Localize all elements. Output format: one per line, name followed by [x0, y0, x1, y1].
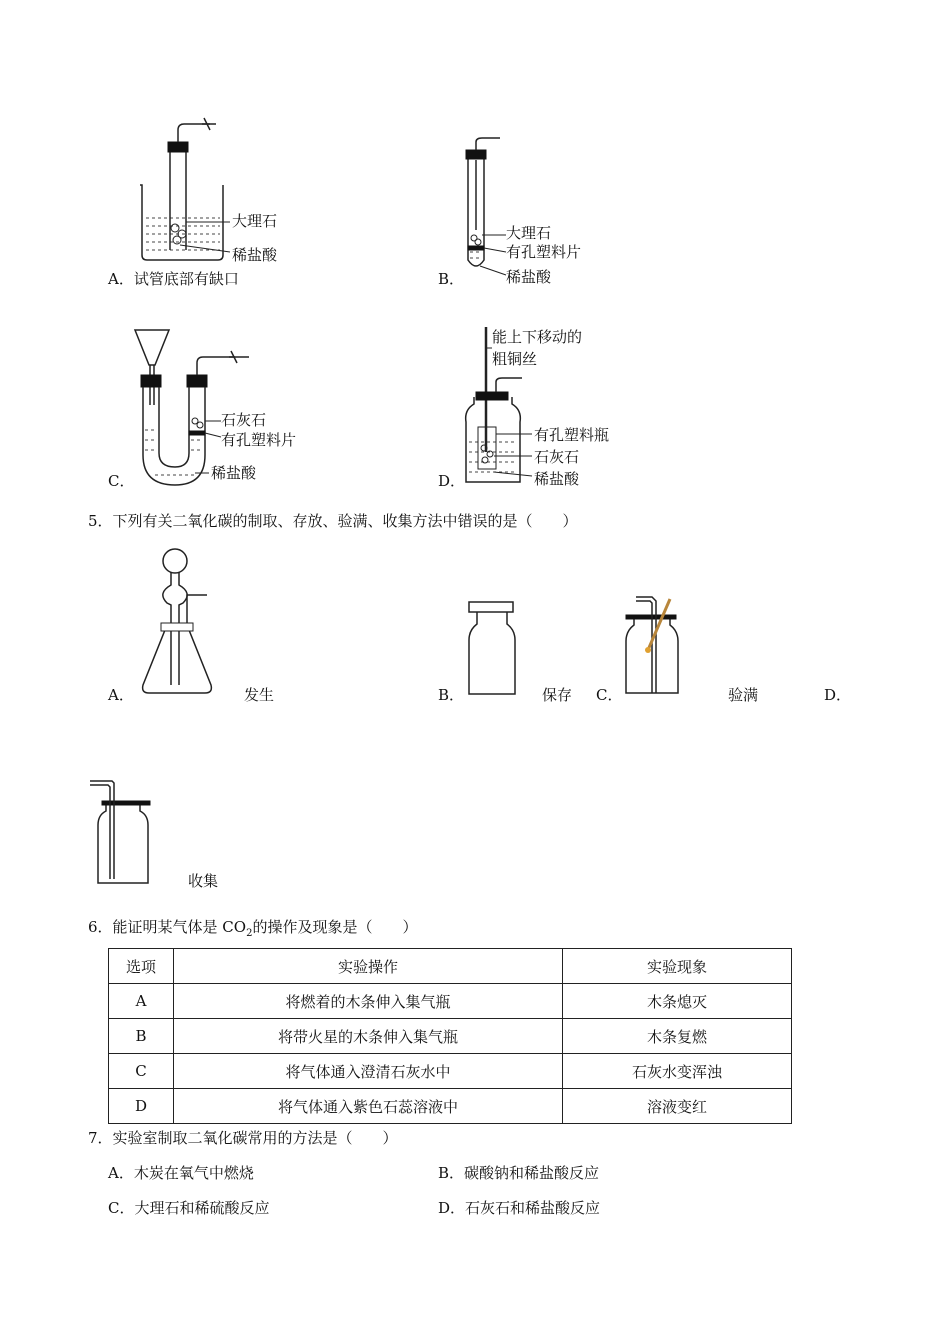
q6-stem-after: 的操作及现象是（ ） [252, 918, 418, 936]
q4-d-label-wire2: 粗铜丝 [492, 350, 538, 368]
q5-c-label: 验满 [728, 686, 759, 704]
q6-stem-before: 6．能证明某气体是 CO [88, 918, 247, 936]
q4-c-label-limestone: 石灰石 [221, 411, 267, 429]
q7-b-letter: B． [438, 1164, 465, 1182]
table-row[interactable] [109, 984, 792, 1019]
q5-d-label: 收集 [188, 872, 219, 890]
q4-d-label-acid: 稀盐酸 [534, 470, 580, 488]
q5-d-bottle-diagram [88, 775, 158, 890]
q7-b-text: 碳酸钠和稀盐酸反应 [464, 1164, 600, 1182]
q6-table [108, 948, 792, 1124]
q5-a-letter: A． [108, 686, 134, 704]
q4-a-label-marble: 大理石 [232, 212, 278, 230]
q4-a-caption: 试管底部有缺口 [133, 270, 239, 288]
q6-cell-option: A [109, 984, 174, 1019]
q6-table-header-row [109, 949, 792, 984]
q5-a-label: 发生 [244, 686, 275, 704]
q7-option-c[interactable] [108, 1197, 270, 1218]
q4-option-d-diagram [460, 322, 640, 492]
q4-option-c[interactable] [108, 470, 134, 491]
q5-c-bottle-diagram [620, 595, 700, 700]
q4-d-label-wire1: 能上下移动的 [492, 328, 583, 346]
q6-cell-phenomenon: 木条复燃 [563, 1019, 792, 1054]
q6-stem-sub: 2 [246, 928, 253, 939]
q4-option-b-diagram [460, 130, 630, 290]
q5-c-letter: C． [596, 686, 623, 704]
q4-d-label-bottle: 有孔塑料瓶 [534, 426, 610, 444]
q7-option-a[interactable] [108, 1162, 254, 1183]
q7-option-b[interactable] [438, 1162, 599, 1183]
q5-b-label: 保存 [542, 686, 573, 704]
q4-b-label-plate: 有孔塑料片 [506, 243, 582, 261]
q4-d-letter: D． [438, 472, 466, 490]
table-row[interactable] [109, 1019, 792, 1054]
q6-cell-operation: 将气体通入紫色石蕊溶液中 [174, 1089, 563, 1124]
q6-cell-operation: 将气体通入澄清石灰水中 [174, 1054, 563, 1089]
table-row[interactable] [109, 1054, 792, 1089]
q6-cell-phenomenon: 石灰水变浑浊 [563, 1054, 792, 1089]
q5-option-d[interactable] [824, 684, 851, 705]
q4-d-label-limestone: 石灰石 [534, 448, 580, 466]
q4-a-label-acid: 稀盐酸 [232, 246, 278, 264]
q6-cell-phenomenon: 溶液变红 [563, 1089, 792, 1124]
q7-a-text: 木炭在氧气中燃烧 [133, 1164, 254, 1182]
q6-header-phenomenon: 实验现象 [563, 949, 792, 984]
q6-header-option: 选项 [109, 949, 174, 984]
q7-d-text: 石灰石和稀盐酸反应 [465, 1199, 601, 1217]
q7-c-text: 大理石和稀硫酸反应 [134, 1199, 270, 1217]
q4-option-a-diagram [130, 110, 300, 270]
q4-option-a[interactable] [108, 268, 239, 289]
q6-cell-option: C [109, 1054, 174, 1089]
q5-d-letter: D． [824, 686, 852, 704]
q7-a-letter: A． [108, 1164, 134, 1182]
q7-stem: 7．实验室制取二氧化碳常用的方法是（ ） [88, 1129, 398, 1147]
q6-cell-option: B [109, 1019, 174, 1054]
q4-option-c-diagram [125, 325, 325, 490]
table-row[interactable] [109, 1089, 792, 1124]
q7-option-d[interactable] [438, 1197, 600, 1218]
q5-option-c[interactable] [596, 684, 622, 705]
q4-c-letter: C． [108, 472, 135, 490]
q4-b-letter: B． [438, 270, 465, 288]
q6-header-operation: 实验操作 [174, 949, 563, 984]
q4-option-d[interactable] [438, 470, 465, 491]
q5-stem: 5．下列有关二氧化碳的制取、存放、验满、收集方法中错误的是（ ） [88, 512, 578, 530]
q6-cell-option: D [109, 1089, 174, 1124]
q4-a-letter: A． [108, 270, 134, 288]
q4-b-label-acid: 稀盐酸 [506, 268, 552, 286]
q4-b-label-marble: 大理石 [506, 224, 552, 242]
q5-a-flask-diagram [135, 545, 235, 700]
q4-c-label-acid: 稀盐酸 [211, 464, 257, 482]
q5-b-letter: B． [438, 686, 465, 704]
q5-b-bottle-diagram [465, 600, 525, 700]
q4-c-label-plate: 有孔塑料片 [221, 431, 297, 449]
q5-option-a[interactable] [108, 684, 134, 705]
q7-c-letter: C． [108, 1199, 135, 1217]
q4-option-b[interactable] [438, 268, 464, 289]
q5-option-b[interactable] [438, 684, 464, 705]
q7-d-letter: D． [438, 1199, 466, 1217]
q6-cell-operation: 将燃着的木条伸入集气瓶 [174, 984, 563, 1019]
q6-cell-operation: 将带火星的木条伸入集气瓶 [174, 1019, 563, 1054]
q6-cell-phenomenon: 木条熄灭 [563, 984, 792, 1019]
q6-stem [88, 916, 417, 939]
